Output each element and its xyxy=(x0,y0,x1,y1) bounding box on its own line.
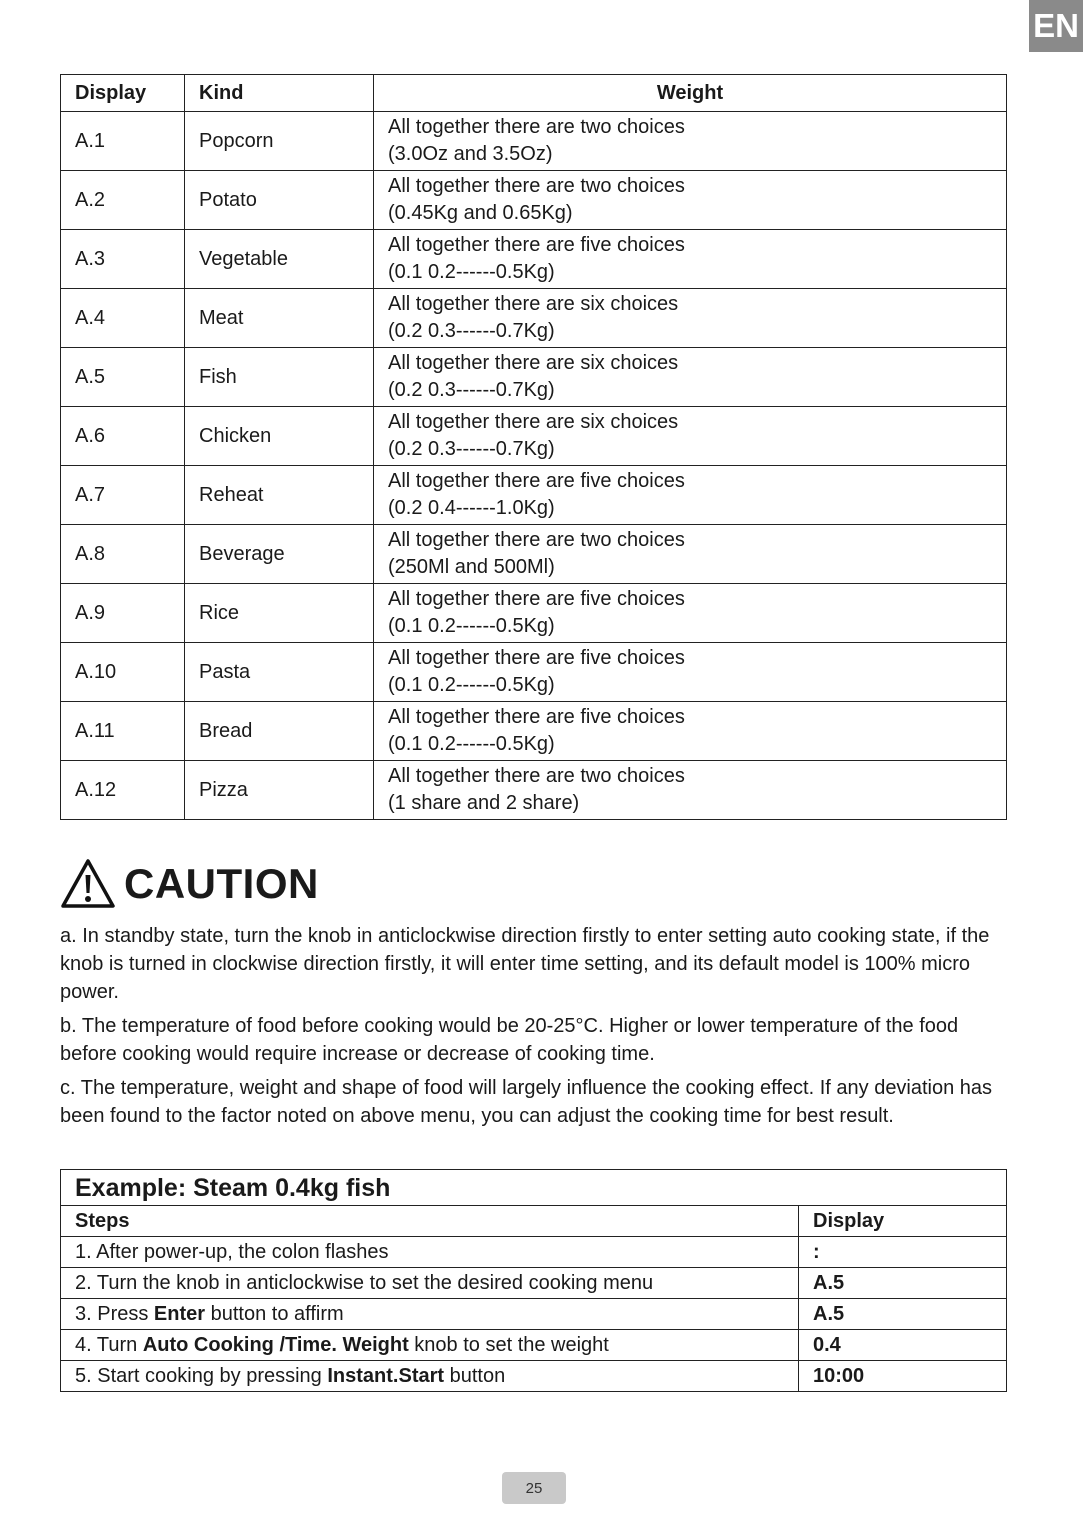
weight-range-text: (3.0Oz and 3.5Oz) xyxy=(388,143,553,165)
display-cell: A.11 xyxy=(61,702,185,761)
step-display: : xyxy=(799,1237,1007,1268)
example-title-row xyxy=(61,1170,1007,1206)
weight-choices-text: All together there are two choices xyxy=(388,175,685,197)
header-kind: Kind xyxy=(185,75,374,112)
display-cell: A.4 xyxy=(61,289,185,348)
weight-choices-text: All together there are five choices xyxy=(388,647,685,669)
language-tab: EN xyxy=(1029,0,1083,52)
weight-cell xyxy=(374,171,1007,230)
table-row xyxy=(61,112,1007,171)
table-row xyxy=(61,289,1007,348)
table-row xyxy=(61,525,1007,584)
weight-cell xyxy=(374,702,1007,761)
step-text-pre: 1. After power-up, the colon flashes xyxy=(75,1241,389,1263)
table-row xyxy=(61,643,1007,702)
step-text-bold: Instant.Start xyxy=(327,1365,445,1387)
step-text xyxy=(61,1268,799,1299)
weight-cell xyxy=(374,230,1007,289)
weight-cell xyxy=(374,466,1007,525)
step-row xyxy=(61,1268,1007,1299)
kind-cell: Pizza xyxy=(185,761,374,820)
weight-cell xyxy=(374,407,1007,466)
warning-icon xyxy=(60,858,116,910)
step-row xyxy=(61,1330,1007,1361)
weight-range-text: (0.1 0.2------0.5Kg) xyxy=(388,733,555,755)
weight-range-text: (0.1 0.2------0.5Kg) xyxy=(388,261,555,283)
step-display: 0.4 xyxy=(799,1330,1007,1361)
header-weight: Weight xyxy=(374,75,1007,112)
weight-choices-text: All together there are six choices xyxy=(388,411,679,433)
step-text-post: button to affirm xyxy=(205,1303,344,1325)
weight-choices-text: All together there are six choices xyxy=(388,293,679,315)
caution-notes xyxy=(60,922,1012,1136)
kind-cell: Vegetable xyxy=(185,230,374,289)
display-cell: A.12 xyxy=(61,761,185,820)
step-row xyxy=(61,1299,1007,1330)
kind-cell: Beverage xyxy=(185,525,374,584)
kind-cell: Reheat xyxy=(185,466,374,525)
display-cell: A.10 xyxy=(61,643,185,702)
weight-range-text: (0.45Kg and 0.65Kg) xyxy=(388,202,573,224)
kind-cell: Fish xyxy=(185,348,374,407)
step-row xyxy=(61,1237,1007,1268)
display-cell: A.7 xyxy=(61,466,185,525)
step-text-bold: Auto Cooking /Time. Weight xyxy=(142,1334,409,1356)
table-row xyxy=(61,171,1007,230)
example-title: Example: Steam 0.4kg fish xyxy=(61,1170,1007,1206)
step-text-post: knob to set the weight xyxy=(408,1334,609,1356)
step-display: 10:00 xyxy=(799,1361,1007,1392)
step-text-pre: 3. Press xyxy=(75,1303,154,1325)
table-row xyxy=(61,407,1007,466)
weight-cell xyxy=(374,525,1007,584)
note-b: b. The temperature of food before cooking would be 20-25°C. Higher or lower temperature of the food before cooking would require increase or decrease of cooking time. xyxy=(60,1015,959,1065)
step-text-post: button xyxy=(444,1365,506,1387)
weight-range-text: (0.2 0.3------0.7Kg) xyxy=(388,379,555,401)
header-display: Display xyxy=(799,1206,1007,1237)
kind-cell: Potato xyxy=(185,171,374,230)
step-row xyxy=(61,1361,1007,1392)
note-a: a. In standby state, turn the knob in anticlockwise direction firstly to enter setting auto cooking state, if the knob is turned in clockwise direction firstly, it will enter time setting, and its default model is 100% micro power. xyxy=(60,925,990,1003)
header-display: Display xyxy=(61,75,185,112)
weight-choices-text: All together there are two choices xyxy=(388,116,685,138)
page-number: 25 xyxy=(502,1472,566,1504)
display-cell: A.2 xyxy=(61,171,185,230)
weight-choices-text: All together there are two choices xyxy=(388,529,685,551)
kind-cell: Popcorn xyxy=(185,112,374,171)
weight-cell xyxy=(374,643,1007,702)
kind-cell: Bread xyxy=(185,702,374,761)
weight-choices-text: All together there are five choices xyxy=(388,588,685,610)
step-text-pre: 5. Start cooking by pressing xyxy=(75,1365,328,1387)
table-row xyxy=(61,761,1007,820)
auto-cooking-table xyxy=(60,74,1007,820)
kind-cell: Meat xyxy=(185,289,374,348)
display-cell: A.3 xyxy=(61,230,185,289)
weight-range-text: (250Ml and 500Ml) xyxy=(388,556,555,578)
weight-range-text: (1 share and 2 share) xyxy=(388,792,580,814)
weight-cell xyxy=(374,112,1007,171)
note-c: c. The temperature, weight and shape of food will largely influence the cooking effect. If any deviation has been found to the factor noted on above menu, you can adjust the cooking time for best result. xyxy=(60,1077,993,1127)
weight-range-text: (0.1 0.2------0.5Kg) xyxy=(388,674,555,696)
weight-range-text: (0.2 0.3------0.7Kg) xyxy=(388,320,555,342)
weight-cell xyxy=(374,289,1007,348)
step-text xyxy=(61,1299,799,1330)
header-steps: Steps xyxy=(61,1206,799,1237)
kind-cell: Chicken xyxy=(185,407,374,466)
caution-title: CAUTION xyxy=(124,860,319,907)
weight-cell xyxy=(374,348,1007,407)
example-header-row xyxy=(61,1206,1007,1237)
step-display: A.5 xyxy=(799,1299,1007,1330)
kind-cell: Rice xyxy=(185,584,374,643)
step-text xyxy=(61,1361,799,1392)
step-text-pre: 2. Turn the knob in anticlockwise to set the desired cooking menu xyxy=(75,1272,654,1294)
step-text-pre: 4. Turn xyxy=(75,1334,143,1356)
display-cell: A.6 xyxy=(61,407,185,466)
display-cell: A.1 xyxy=(61,112,185,171)
weight-choices-text: All together there are six choices xyxy=(388,352,679,374)
kind-cell: Pasta xyxy=(185,643,374,702)
weight-cell xyxy=(374,761,1007,820)
step-text xyxy=(61,1330,799,1361)
step-text xyxy=(61,1237,799,1268)
caution-heading xyxy=(60,856,319,912)
weight-choices-text: All together there are five choices xyxy=(388,706,685,728)
table-row xyxy=(61,584,1007,643)
weight-range-text: (0.2 0.4------1.0Kg) xyxy=(388,497,555,519)
step-text-bold: Enter xyxy=(153,1303,206,1325)
example-table xyxy=(60,1169,1007,1392)
weight-choices-text: All together there are two choices xyxy=(388,765,685,787)
weight-range-text: (0.2 0.3------0.7Kg) xyxy=(388,438,555,460)
table-header-row xyxy=(61,75,1007,112)
table-row xyxy=(61,230,1007,289)
weight-range-text: (0.1 0.2------0.5Kg) xyxy=(388,615,555,637)
table-row xyxy=(61,466,1007,525)
display-cell: A.8 xyxy=(61,525,185,584)
step-display: A.5 xyxy=(799,1268,1007,1299)
display-cell: A.9 xyxy=(61,584,185,643)
table-row xyxy=(61,348,1007,407)
weight-cell xyxy=(374,584,1007,643)
weight-choices-text: All together there are five choices xyxy=(388,234,685,256)
weight-choices-text: All together there are five choices xyxy=(388,470,685,492)
display-cell: A.5 xyxy=(61,348,185,407)
table-row xyxy=(61,702,1007,761)
